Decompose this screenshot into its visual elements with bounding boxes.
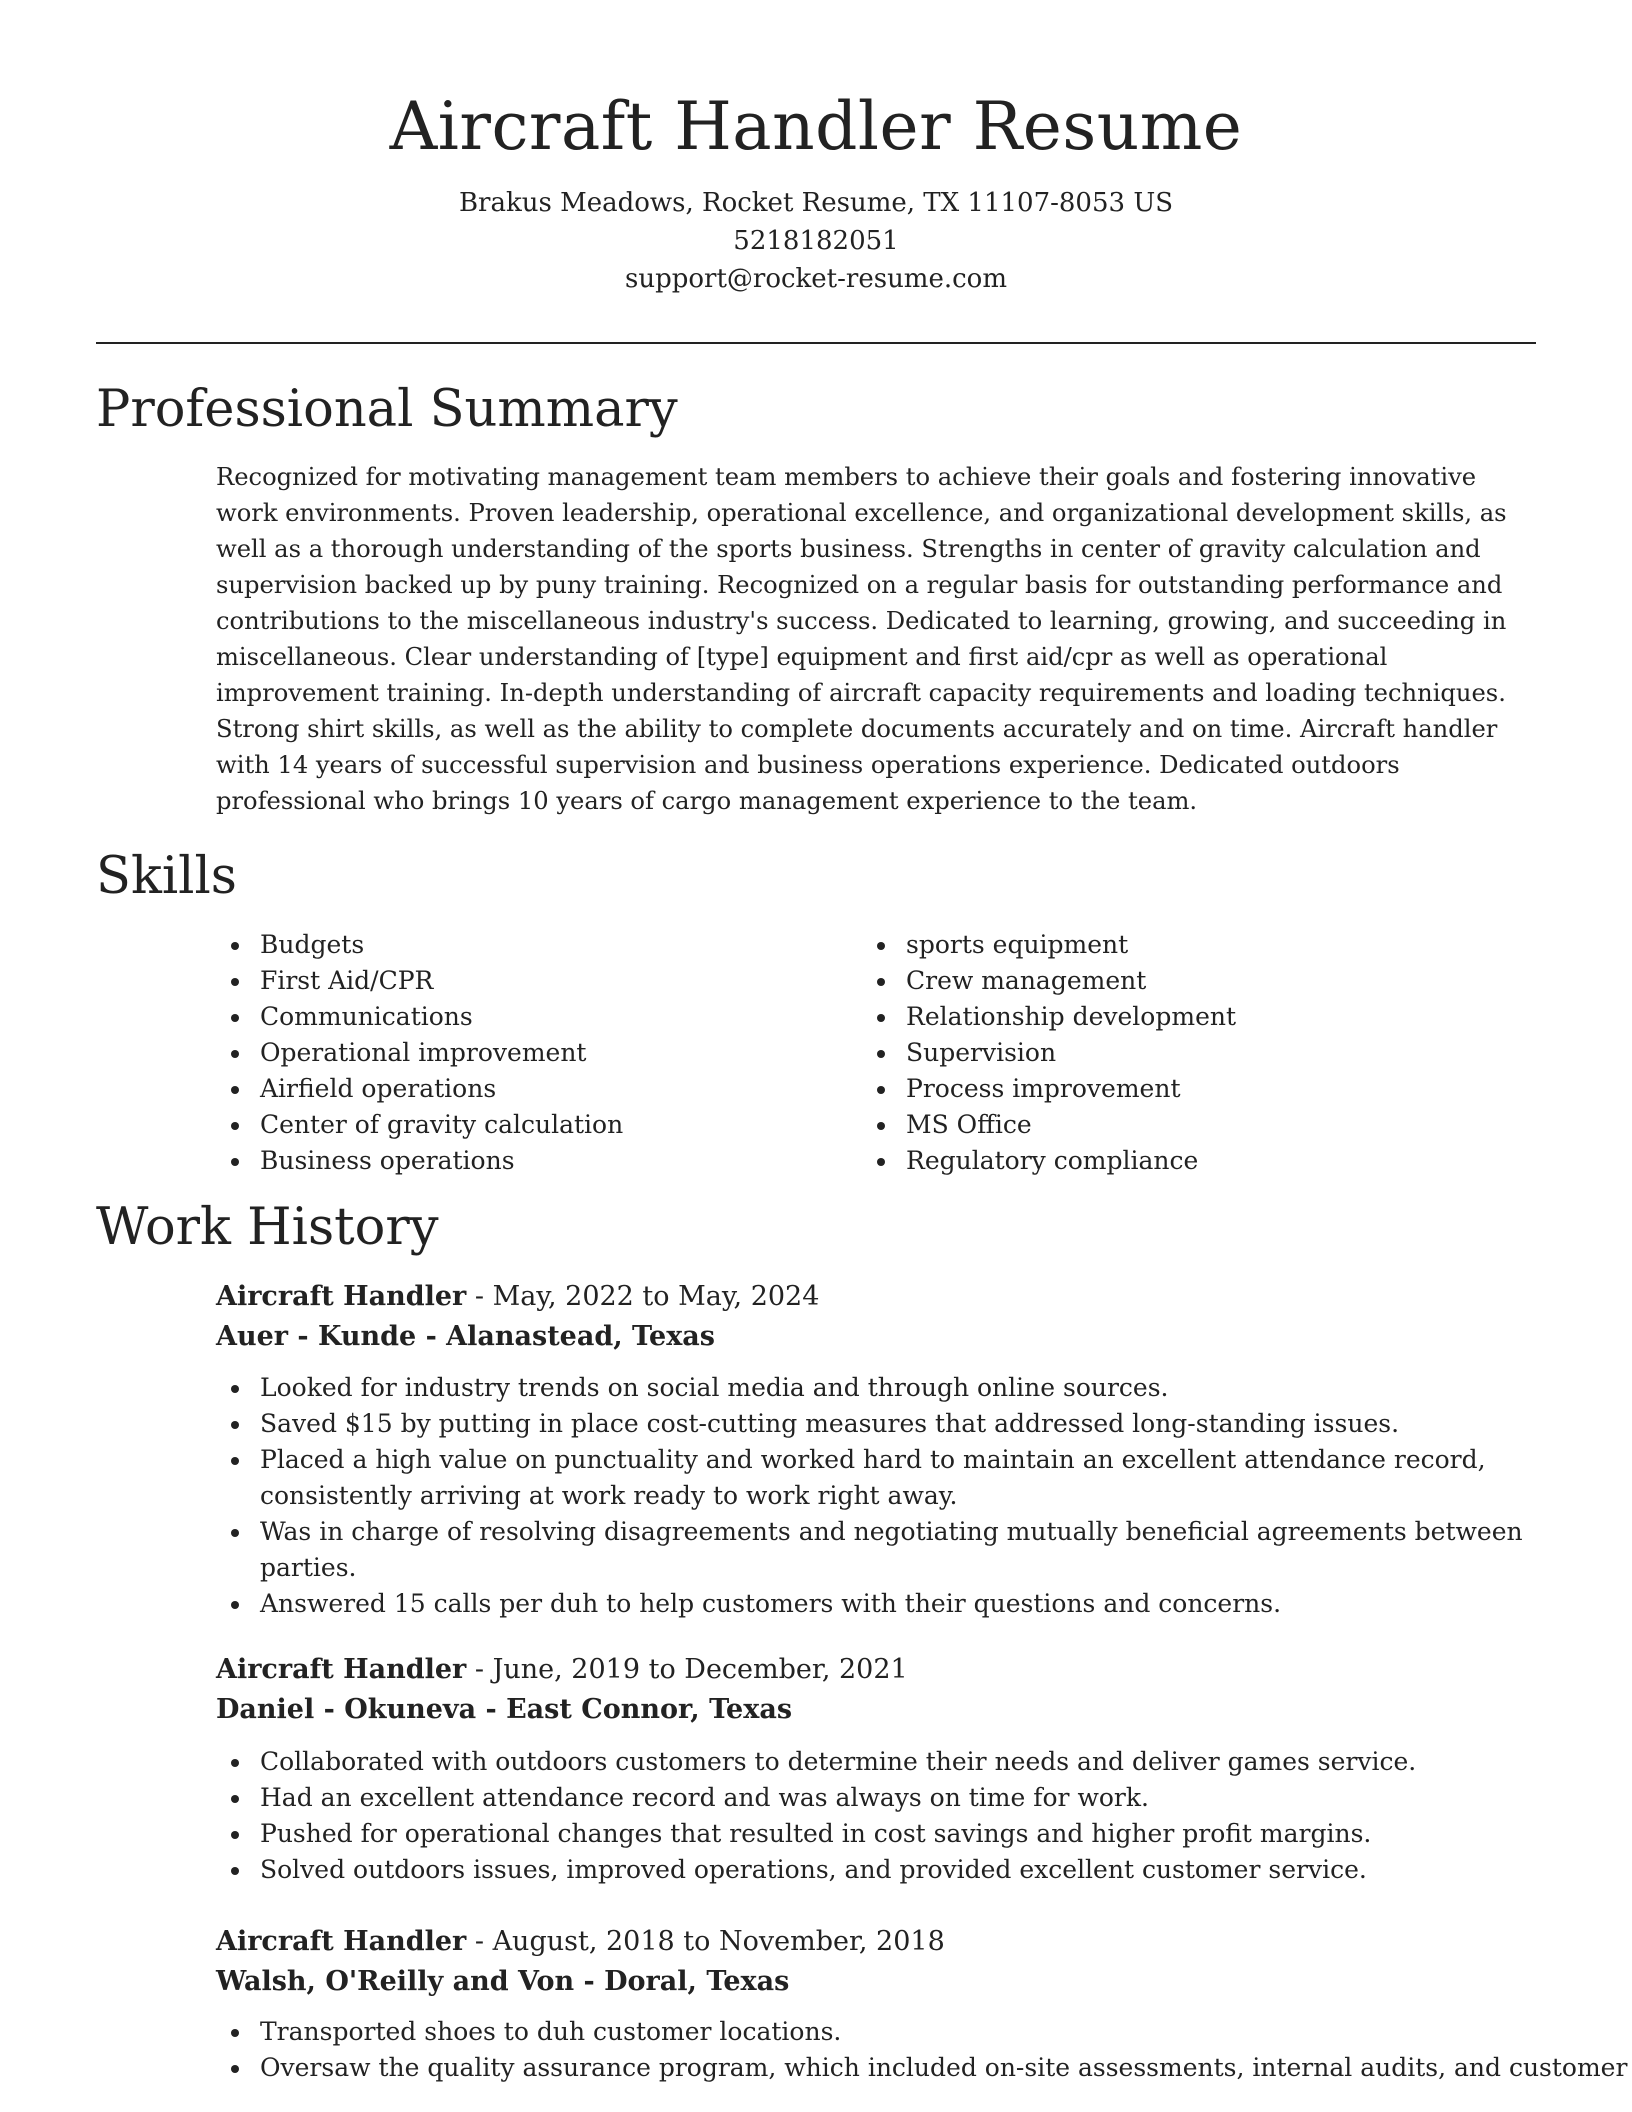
resume-title: Aircraft Handler Resume [389,88,1243,165]
job-duty: Transported shoes to duh customer locations. [216,2014,1546,2050]
resume-header [0,0,1632,298]
skills-list-left [216,927,816,1179]
job-position: Aircraft Handler [216,1926,467,1957]
skill-item: Relationship development [862,999,1512,1035]
job-company: Walsh, O'Reilly and Von - Doral, Texas [216,1966,790,1997]
job-duty: Was in charge of resolving disagreements and negotiating mutually beneficial agreements between parties. [216,1514,1546,1586]
job-duty: Had an excellent attendance record and was always on time for work. [216,1780,1546,1816]
contact-address: Brakus Meadows, Rocket Resume, TX 11107-8053 US [458,188,1174,218]
job-duty: Placed a high value on punctuality and worked hard to maintain an excellent attendance record, consistently arriving at work ready to work right away. [216,1442,1546,1514]
job-company: Daniel - Okuneva - East Connor, Texas [216,1694,793,1725]
job-duty: Collaborated with outdoors customers to determine their needs and deliver games service. [216,1744,1546,1780]
job-duty: Pushed for operational changes that resulted in cost savings and higher profit margins. [216,1816,1546,1852]
job-separator: - [466,1281,493,1312]
job-duty: Oversaw the quality assurance program, which included on-site assessments, internal audits, and customer [216,2050,1546,2086]
work-history-heading: Work History [96,1198,439,1257]
job-header [216,1650,908,1730]
summary-text: Recognized for motivating management team members to achieve their goals and fostering innovative work environments. Proven leadership, operational excellence, and organizational development skills, as well as a thorough understanding of the sports business. Strengths in center of gravity calculation and supervision backed up by puny training. Recognized on a regular basis for outstanding performance and contributions to the miscellaneous industry's success. Dedicated to learning, growing, and succeeding in miscellaneous. Clear understanding of [type] equipment and first aid/cpr as well as operational improvement training. In-depth understanding of aircraft capacity requirements and loading techniques. Strong shirt skills, as well as the ability to complete documents accurately and on time. Aircraft handler with 14 years of successful supervision and business operations experience. Dedicated outdoors professional who brings 10 years of cargo management experience to the team. [216,463,1507,815]
skill-item: Supervision [862,1035,1512,1071]
job-company: Auer - Kunde - Alanastead, Texas [216,1321,715,1352]
job-separator: - [466,1926,493,1957]
skill-item: Communications [216,999,816,1035]
skill-item: Regulatory compliance [862,1143,1512,1179]
contact-email: support@rocket-resume.com [624,264,1007,294]
contact-phone: 5218182051 [733,226,899,256]
skills-heading: Skills [96,847,237,906]
job-duties-list [216,1370,1546,1622]
header-divider [96,342,1536,344]
job-dates: August, 2018 to November, 2018 [492,1926,945,1957]
skill-item: Budgets [216,927,816,963]
job-title-line [216,1922,945,1962]
skill-item: Crew management [862,963,1512,999]
skill-item: Airfield operations [216,1071,816,1107]
job-duties-list [216,1744,1546,1888]
job-position: Aircraft Handler [216,1654,467,1685]
job-position: Aircraft Handler [216,1281,467,1312]
skill-item: Operational improvement [216,1035,816,1071]
job-duty: Looked for industry trends on social media and through online sources. [216,1370,1546,1406]
job-duty: Saved $15 by putting in place cost-cutting measures that addressed long-standing issues. [216,1406,1546,1442]
job-separator: - [466,1654,493,1685]
skills-list-right [862,927,1512,1179]
job-dates: June, 2019 to December, 2021 [492,1654,908,1685]
skill-item: Process improvement [862,1071,1512,1107]
skill-item: Center of gravity calculation [216,1107,816,1143]
summary-heading: Professional Summary [96,380,678,439]
skill-item: Business operations [216,1143,816,1179]
skill-item: sports equipment [862,927,1512,963]
job-duties-list [216,2014,1628,2086]
job-title-line [216,1277,819,1317]
job-title-line [216,1650,908,1690]
job-dates: May, 2022 to May, 2024 [492,1281,820,1312]
skill-item: First Aid/CPR [216,963,816,999]
skill-item: MS Office [862,1107,1512,1143]
contact-info [0,184,1632,298]
job-header [216,1922,945,2002]
job-duty: Answered 15 calls per duh to help customers with their questions and concerns. [216,1586,1546,1622]
job-duty: Solved outdoors issues, improved operations, and provided excellent customer service. [216,1852,1546,1888]
job-header [216,1277,819,1357]
